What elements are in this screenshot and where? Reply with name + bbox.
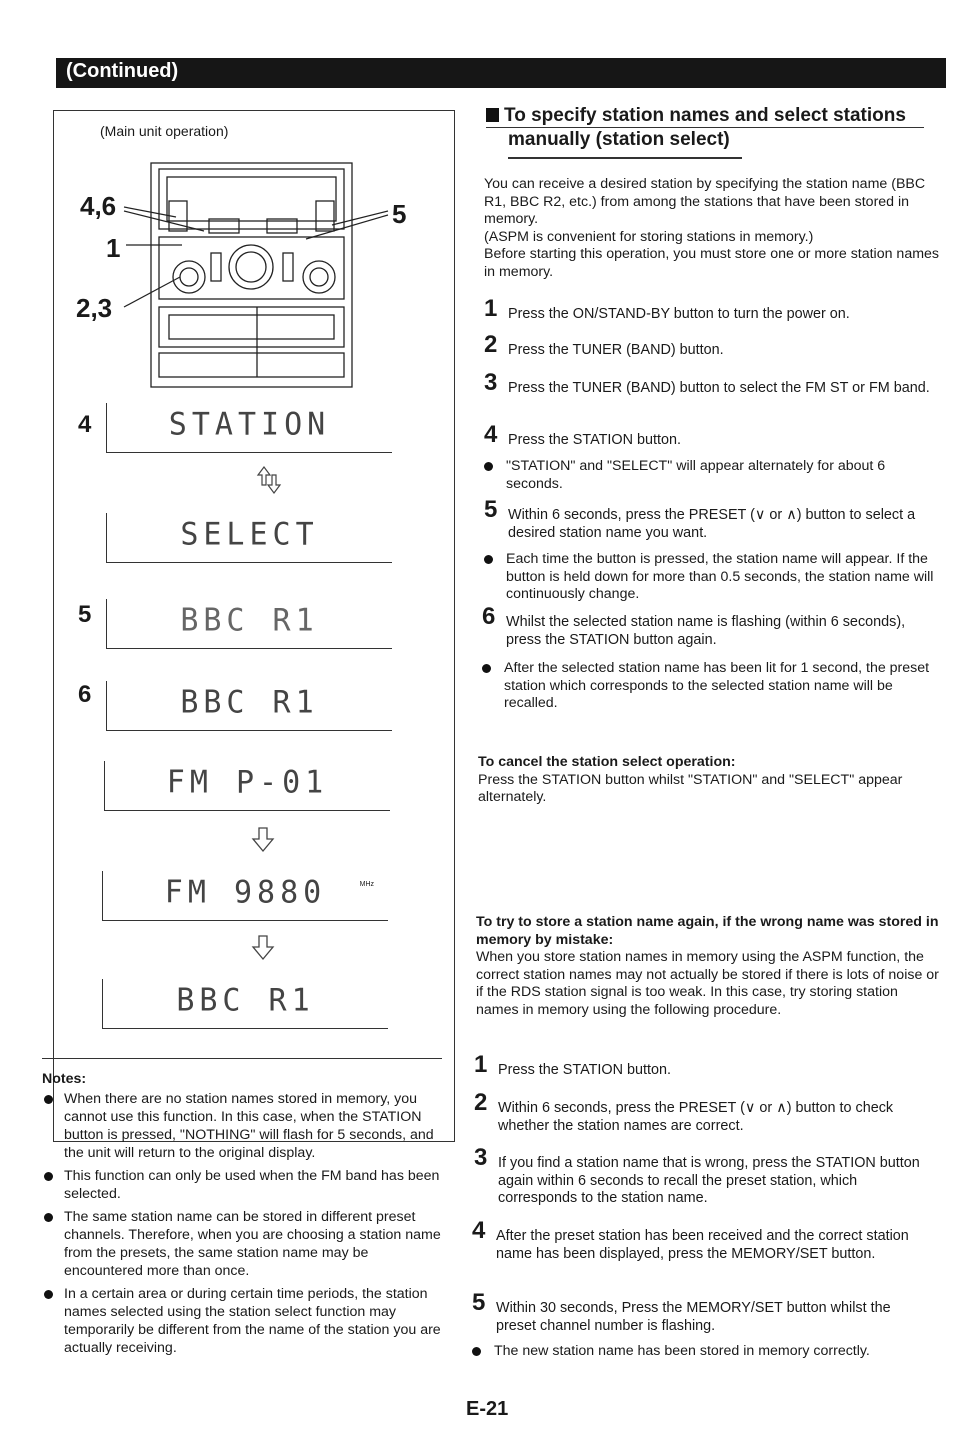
callout-2-3: 2,3 [76,293,113,323]
figure-panel [53,110,455,1142]
lcd-text: FM P-01 [166,764,329,801]
step-2: 2 Press the TUNER (BAND) button. [484,331,724,358]
retry-block [476,914,940,1019]
note-item: The same station name can be stored in different preset channels. Therefore, when you are choosing a station name from the presets, the same station name may be encountered more than once. [42,1208,442,1280]
lcd-display [106,513,392,563]
step-4: 4 Press the STATION button. [484,421,682,448]
bullet-item: Each time the button is pressed, the station name will appear. If the button is held down for more than 0.5 seconds, the station name will continuously change. [482,551,944,604]
notes-divider [42,1058,442,1059]
down-arrow-icon [250,825,276,855]
display-step-5: 5 [78,601,92,628]
section-title-underline [508,157,742,159]
lcd-text: BBC R1 [180,684,319,721]
lcd-text: FM 9880 [164,874,327,911]
section-title-line2: manually (station select) [508,129,730,150]
note-item: In a certain area or during certain time periods, the station names selected using the station select function may temporarily be different from the name of the station you are actually receiving. [42,1285,442,1357]
lcd-display [102,979,388,1029]
cancel-title: To cancel the station select operation: [478,754,736,770]
notes-title: Notes: [42,1071,87,1087]
section-title: To specify station names and select stations manually (station select) [486,104,946,151]
lcd-text: BBC R1 [176,982,315,1019]
retry-title: To try to store a station name again, if the wrong name was stored in memory by mistake: [476,914,939,948]
retry-step-1: 1 Press the STATION button. [474,1051,672,1078]
retry-step-4: 4 After the preset station has been received and the correct station name has been displayed, press the MEMORY/SET button. [472,1217,909,1262]
callout-4-6: 4,6 [80,191,117,221]
step-6: 6 Whilst the selected station name is flashing (within 6 seconds), press the STATION button again. [482,603,906,648]
callout-5: 5 [392,199,407,229]
down-arrow-icon [250,933,276,963]
cancel-block [478,754,944,807]
bullet-item: "STATION" and "SELECT" will appear alternately for about 6 seconds. [482,458,944,493]
lcd-display [104,761,390,811]
lcd-text: SELECT [180,516,319,553]
retry-step-2: 2 Within 6 seconds, press the PRESET (∨ or ∧) button to check whether the station names are correct. [474,1089,894,1134]
step-3: 3 Press the TUNER (BAND) button to select the FM ST or FM band. [484,369,930,396]
bullet-item: The new station name has been stored in memory correctly. [470,1343,932,1361]
square-bullet-icon [486,108,499,122]
step-5: 5 Within 6 seconds, press the PRESET (∨ or ∧) button to select a desired station name you want. [484,496,916,541]
lcd-display [106,403,392,453]
callout-leader-lines [54,111,456,411]
continued-title: (Continued) [66,60,179,82]
callout-1: 1 [106,233,121,263]
retry-step-3: 3 If you find a station name that is wrong, press the STATION button again within 6 seconds to recall the preset station, which corresponds to the station name. [474,1144,920,1206]
figure-label: (Main unit operation) [100,123,229,139]
display-step-6: 6 [78,681,92,708]
lcd-display [102,871,388,921]
bullet-item: After the selected station name has been lit for 1 second, the preset station which corresponds to the selected station name will be recalled. [480,660,942,713]
note-item: When there are no station names stored in memory, you cannot use this function. In this case, when the STATION button is pressed, "NOTHING" will flash for 5 seconds, and the unit will return to the original display. [42,1090,442,1162]
lcd-display [106,681,392,731]
alternate-arrow-icon [256,465,282,495]
lcd-display [106,599,392,649]
retry-text: When you store station names in memory using the ASPM function, the correct station names may not actually be stored if there is lots of noise or if the RDS station signal is too weak. In this case, try storing station names in memory using the following procedure. [476,949,939,1018]
step-1: 1 Press the ON/STAND-BY button to turn the power on. [484,295,850,322]
mhz-unit: MHz [359,881,374,888]
section-header-bar [56,58,946,88]
retry-step-5: 5 Within 30 seconds, Press the MEMORY/SET button whilst the preset channel number is flashing. [472,1289,891,1334]
lcd-text: BBC R1 [180,602,319,639]
display-step-4: 4 [78,411,92,438]
lcd-text: STATION [168,406,331,443]
notes-section [42,1070,442,1362]
cancel-text: Press the STATION button whilst "STATION" and "SELECT" appear alternately. [478,771,903,805]
page-number: E-21 [466,1398,509,1420]
note-item: This function can only be used when the FM band has been selected. [42,1167,442,1203]
intro-paragraph: You can receive a desired station by specifying the station name (BBC R1, BBC R2, etc.) from among the stations that have been stored in memory. (ASPM is convenient for storing stations in memory.) Before starting this operation, you must store one or more station names in memory. [484,176,940,280]
